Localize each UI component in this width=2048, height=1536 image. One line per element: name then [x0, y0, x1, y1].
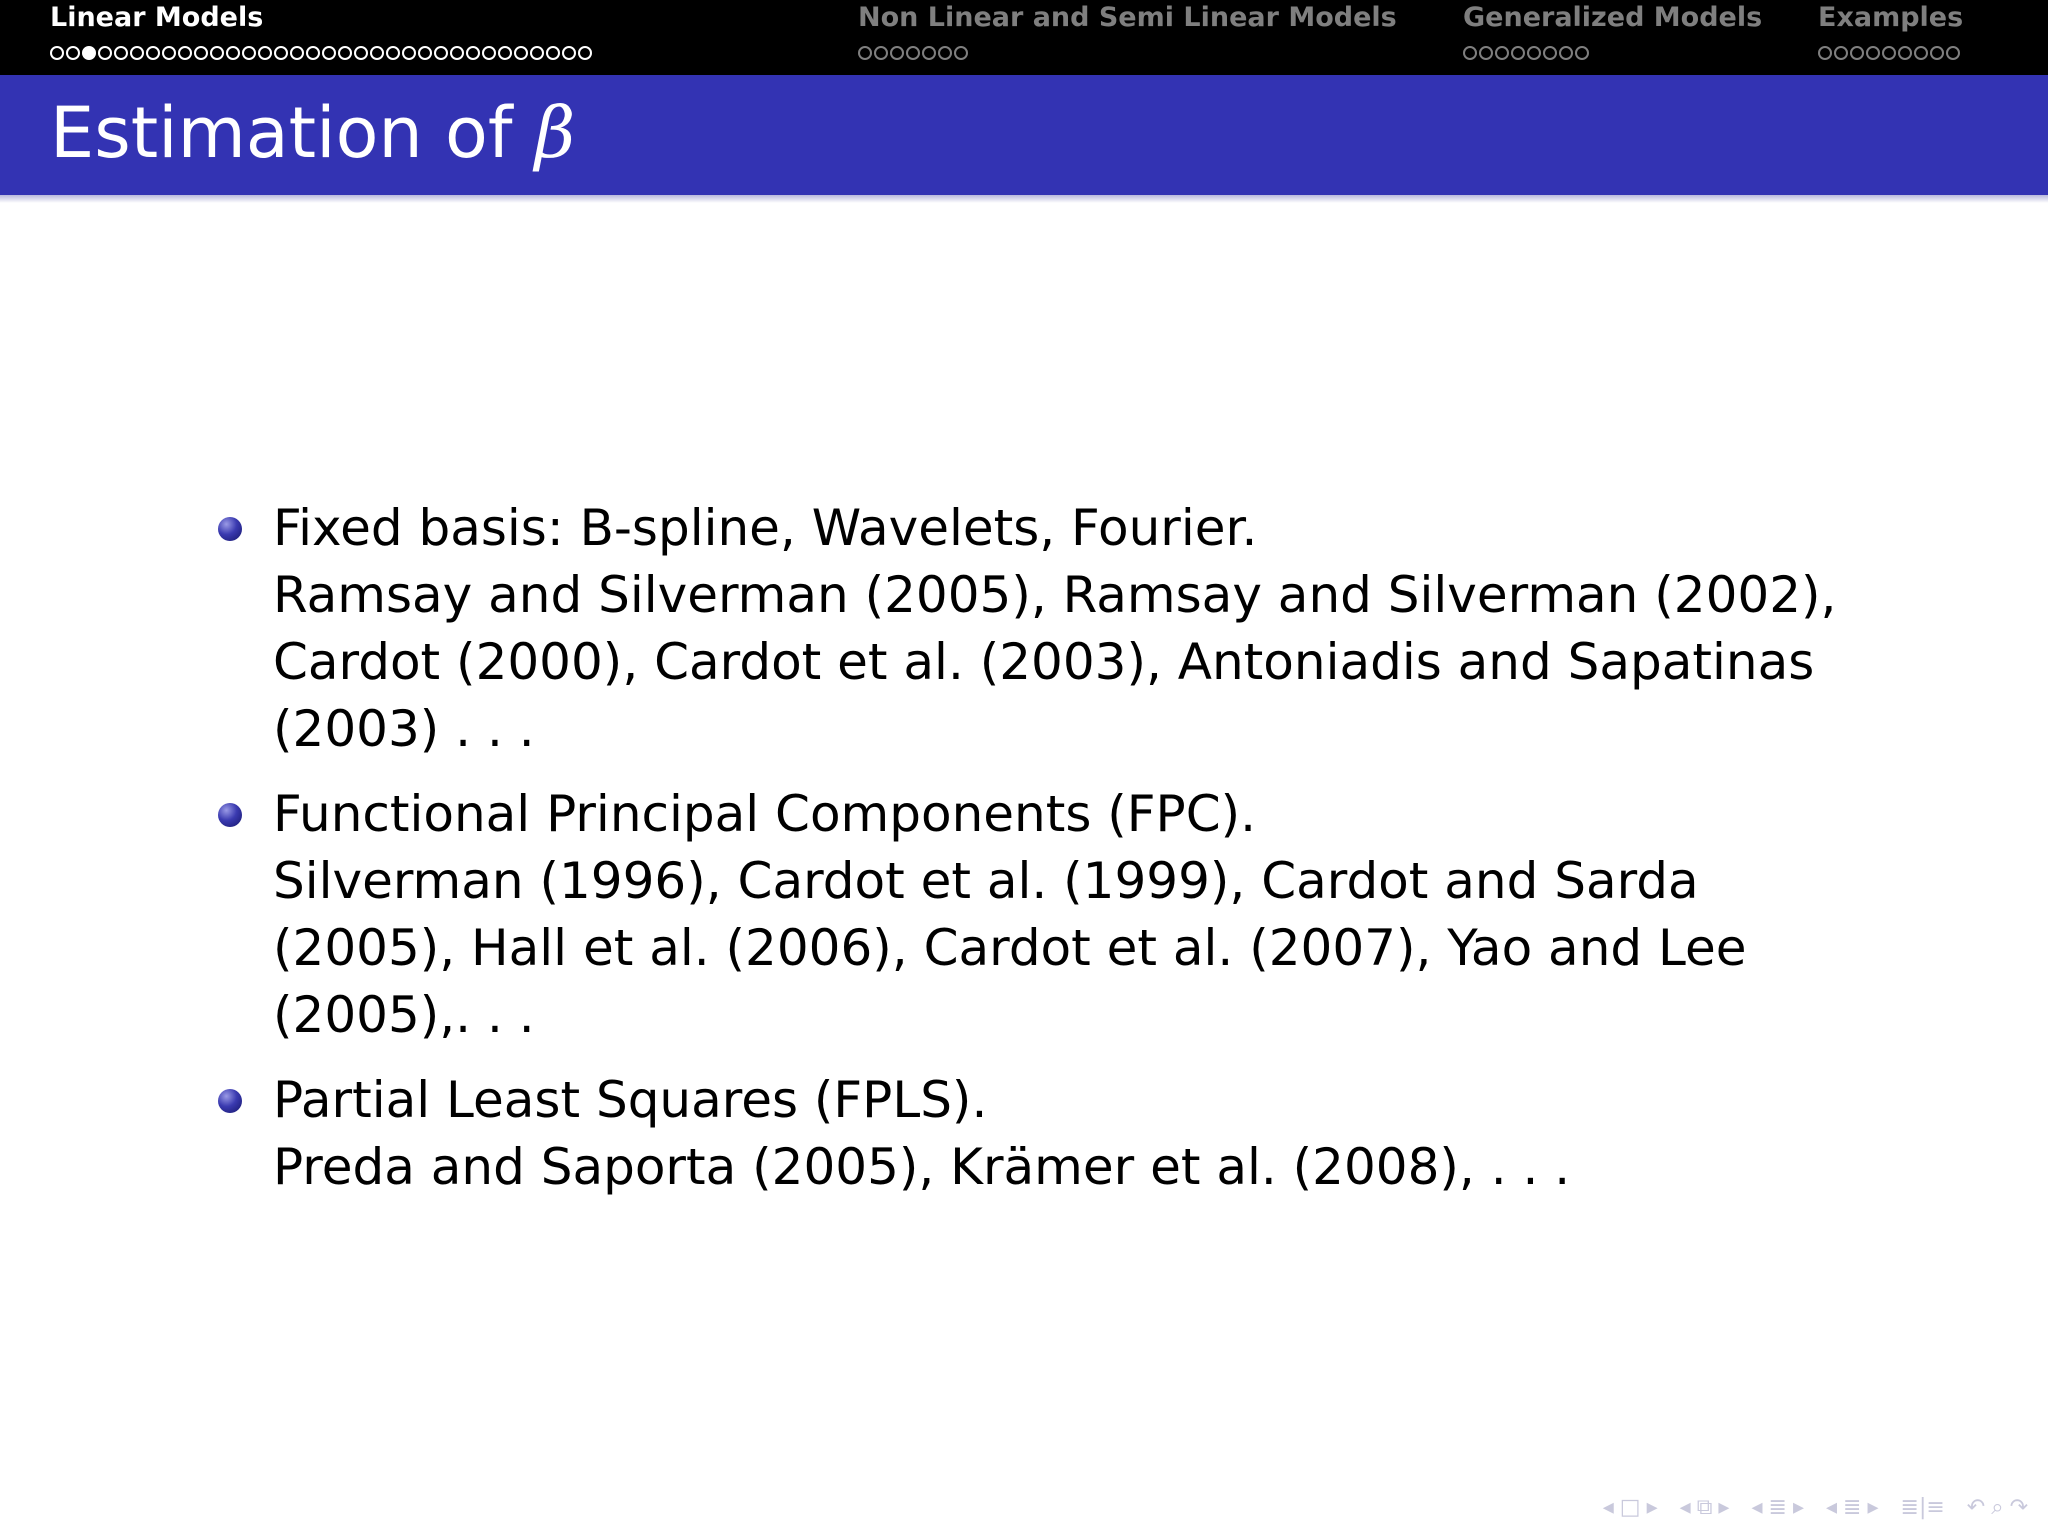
frame-dot-icon[interactable] — [1946, 46, 1960, 60]
item-references: Ramsay and Silverman (2005), Ramsay and Silverman (2002), Cardot (2000), Cardot et al. (2003), Antoniadis and Sapatinas (2003) . . . — [273, 566, 1837, 758]
item-heading: Functional Principal Components (FPC). — [273, 785, 1257, 843]
list-item — [215, 495, 1855, 763]
forward-icon[interactable]: ↷ — [2009, 1494, 2028, 1520]
frame-dot-icon[interactable] — [242, 46, 256, 60]
frame-dot-icon[interactable] — [514, 46, 528, 60]
frame-dot-icon[interactable] — [466, 46, 480, 60]
frame-dot-icon[interactable] — [578, 46, 592, 60]
frame-dot-icon[interactable] — [1527, 46, 1541, 60]
frame-icon[interactable]: □ — [1619, 1494, 1641, 1520]
frame-dot-icon[interactable] — [114, 46, 128, 60]
bullet-icon — [218, 517, 242, 541]
frame-dot-icon[interactable] — [290, 46, 304, 60]
frame-dot-icon[interactable] — [178, 46, 192, 60]
list-item — [215, 781, 1855, 1049]
document-nav — [1826, 1495, 1879, 1520]
nav-left-icon[interactable]: ◂ — [1825, 1494, 1838, 1520]
nav-left-icon[interactable]: ◂ — [1602, 1494, 1614, 1520]
nav-right-icon[interactable]: ▸ — [1792, 1494, 1804, 1520]
frame-dot-icon[interactable] — [1866, 46, 1880, 60]
headline-bar — [0, 0, 2048, 75]
frame-dot-icon[interactable] — [482, 46, 496, 60]
list-item — [215, 1067, 1855, 1201]
frame-dot-icon[interactable] — [562, 46, 576, 60]
frame-dot-icon[interactable] — [1914, 46, 1928, 60]
frame-dot-icon[interactable] — [498, 46, 512, 60]
frame-dot-icon[interactable] — [1834, 46, 1848, 60]
frame-dot-icon[interactable] — [1543, 46, 1557, 60]
frame-dot-icon[interactable] — [66, 46, 80, 60]
frame-dot-icon[interactable] — [1463, 46, 1477, 60]
search-nav — [1967, 1495, 2028, 1520]
frame-dot-icon[interactable] — [906, 46, 920, 60]
appendix-nav — [1901, 1495, 1945, 1520]
bullet-icon — [218, 803, 242, 827]
frame-dots — [1463, 44, 1589, 64]
frame-dot-icon[interactable] — [338, 46, 352, 60]
nav-right-icon[interactable]: ▸ — [1718, 1494, 1730, 1520]
frame-dot-icon[interactable] — [938, 46, 952, 60]
frame-dot-icon[interactable] — [922, 46, 936, 60]
frame-dot-icon[interactable] — [450, 46, 464, 60]
frame-dot-icon[interactable] — [82, 46, 96, 60]
frame-dot-icon[interactable] — [386, 46, 400, 60]
frame-dot-icon[interactable] — [226, 46, 240, 60]
beta-symbol: β — [534, 92, 576, 174]
frame-dot-icon[interactable] — [274, 46, 288, 60]
frame-dot-icon[interactable] — [130, 46, 144, 60]
navigation-bar — [1603, 1492, 2028, 1522]
frame-dot-icon[interactable] — [434, 46, 448, 60]
frame-dot-icon[interactable] — [1818, 46, 1832, 60]
appendix-icon[interactable]: ≣|≡ — [1900, 1494, 1945, 1520]
item-heading: Partial Least Squares (FPLS). — [273, 1071, 988, 1129]
frame-dot-icon[interactable] — [370, 46, 384, 60]
frame-dot-icon[interactable] — [418, 46, 432, 60]
frame-dot-icon[interactable] — [322, 46, 336, 60]
back-icon[interactable]: ↶ — [1966, 1494, 1986, 1520]
frame-dot-icon[interactable] — [1575, 46, 1589, 60]
frame-dot-icon[interactable] — [1511, 46, 1525, 60]
frame-dot-icon[interactable] — [874, 46, 888, 60]
frame-dot-icon[interactable] — [402, 46, 416, 60]
frame-dots — [858, 44, 968, 64]
section-icon[interactable]: ≣ — [1768, 1494, 1787, 1520]
frame-dot-icon[interactable] — [858, 46, 872, 60]
frame-dot-icon[interactable] — [146, 46, 160, 60]
nav-right-icon[interactable]: ▸ — [1867, 1494, 1879, 1520]
section-title[interactable]: Generalized Models — [1463, 2, 1763, 33]
frame-dot-icon[interactable] — [954, 46, 968, 60]
frame-dot-icon[interactable] — [1495, 46, 1509, 60]
search-icon[interactable]: ⌕ — [1991, 1494, 2004, 1520]
frame-dot-icon[interactable] — [1930, 46, 1944, 60]
frame-dot-icon[interactable] — [530, 46, 544, 60]
frame-dots — [50, 44, 592, 64]
frame-dot-icon[interactable] — [546, 46, 560, 60]
frame-dot-icon[interactable] — [354, 46, 368, 60]
frame-dots — [1818, 44, 1960, 64]
frame-dot-icon[interactable] — [1850, 46, 1864, 60]
frame-dot-icon[interactable] — [1898, 46, 1912, 60]
frame-dot-icon[interactable] — [890, 46, 904, 60]
section-nav — [1751, 1495, 1804, 1520]
frame-dot-icon[interactable] — [1479, 46, 1493, 60]
frame-dot-icon[interactable] — [306, 46, 320, 60]
nav-right-icon[interactable]: ▸ — [1646, 1494, 1658, 1520]
section-title[interactable]: Examples — [1818, 2, 1964, 33]
frame-dot-icon[interactable] — [1882, 46, 1896, 60]
subsection-icon[interactable]: ⧉ — [1696, 1494, 1713, 1520]
slide-title-text: Estimation of — [50, 92, 513, 174]
item-references: Silverman (1996), Cardot et al. (1999), Cardot and Sarda (2005), Hall et al. (2006), Cardot et al. (2007), Yao and Lee (2005),. . . — [273, 852, 1747, 1044]
bullet-icon — [218, 1089, 242, 1113]
frame-dot-icon[interactable] — [194, 46, 208, 60]
nav-left-icon[interactable]: ◂ — [1751, 1494, 1763, 1520]
frame-dot-icon[interactable] — [258, 46, 272, 60]
item-references: Preda and Saporta (2005), Krämer et al. (2008), . . . — [273, 1138, 1571, 1196]
section-title[interactable]: Non Linear and Semi Linear Models — [858, 2, 1397, 33]
section-title[interactable]: Linear Models — [50, 2, 264, 33]
frame-dot-icon[interactable] — [1559, 46, 1573, 60]
frame-nav — [1603, 1495, 1658, 1520]
frame-dot-icon[interactable] — [50, 46, 64, 60]
item-heading: Fixed basis: B-spline, Wavelets, Fourier. — [273, 499, 1258, 557]
frame-dot-icon[interactable] — [162, 46, 176, 60]
frame-title-shadow — [0, 195, 2048, 203]
slide-content — [215, 495, 1855, 1219]
document-icon[interactable]: ≣ — [1843, 1494, 1862, 1520]
frame-dot-icon[interactable] — [210, 46, 224, 60]
frame-dot-icon[interactable] — [98, 46, 112, 60]
nav-left-icon[interactable]: ◂ — [1679, 1494, 1691, 1520]
subsection-nav — [1680, 1495, 1730, 1520]
slide-title — [50, 92, 575, 174]
